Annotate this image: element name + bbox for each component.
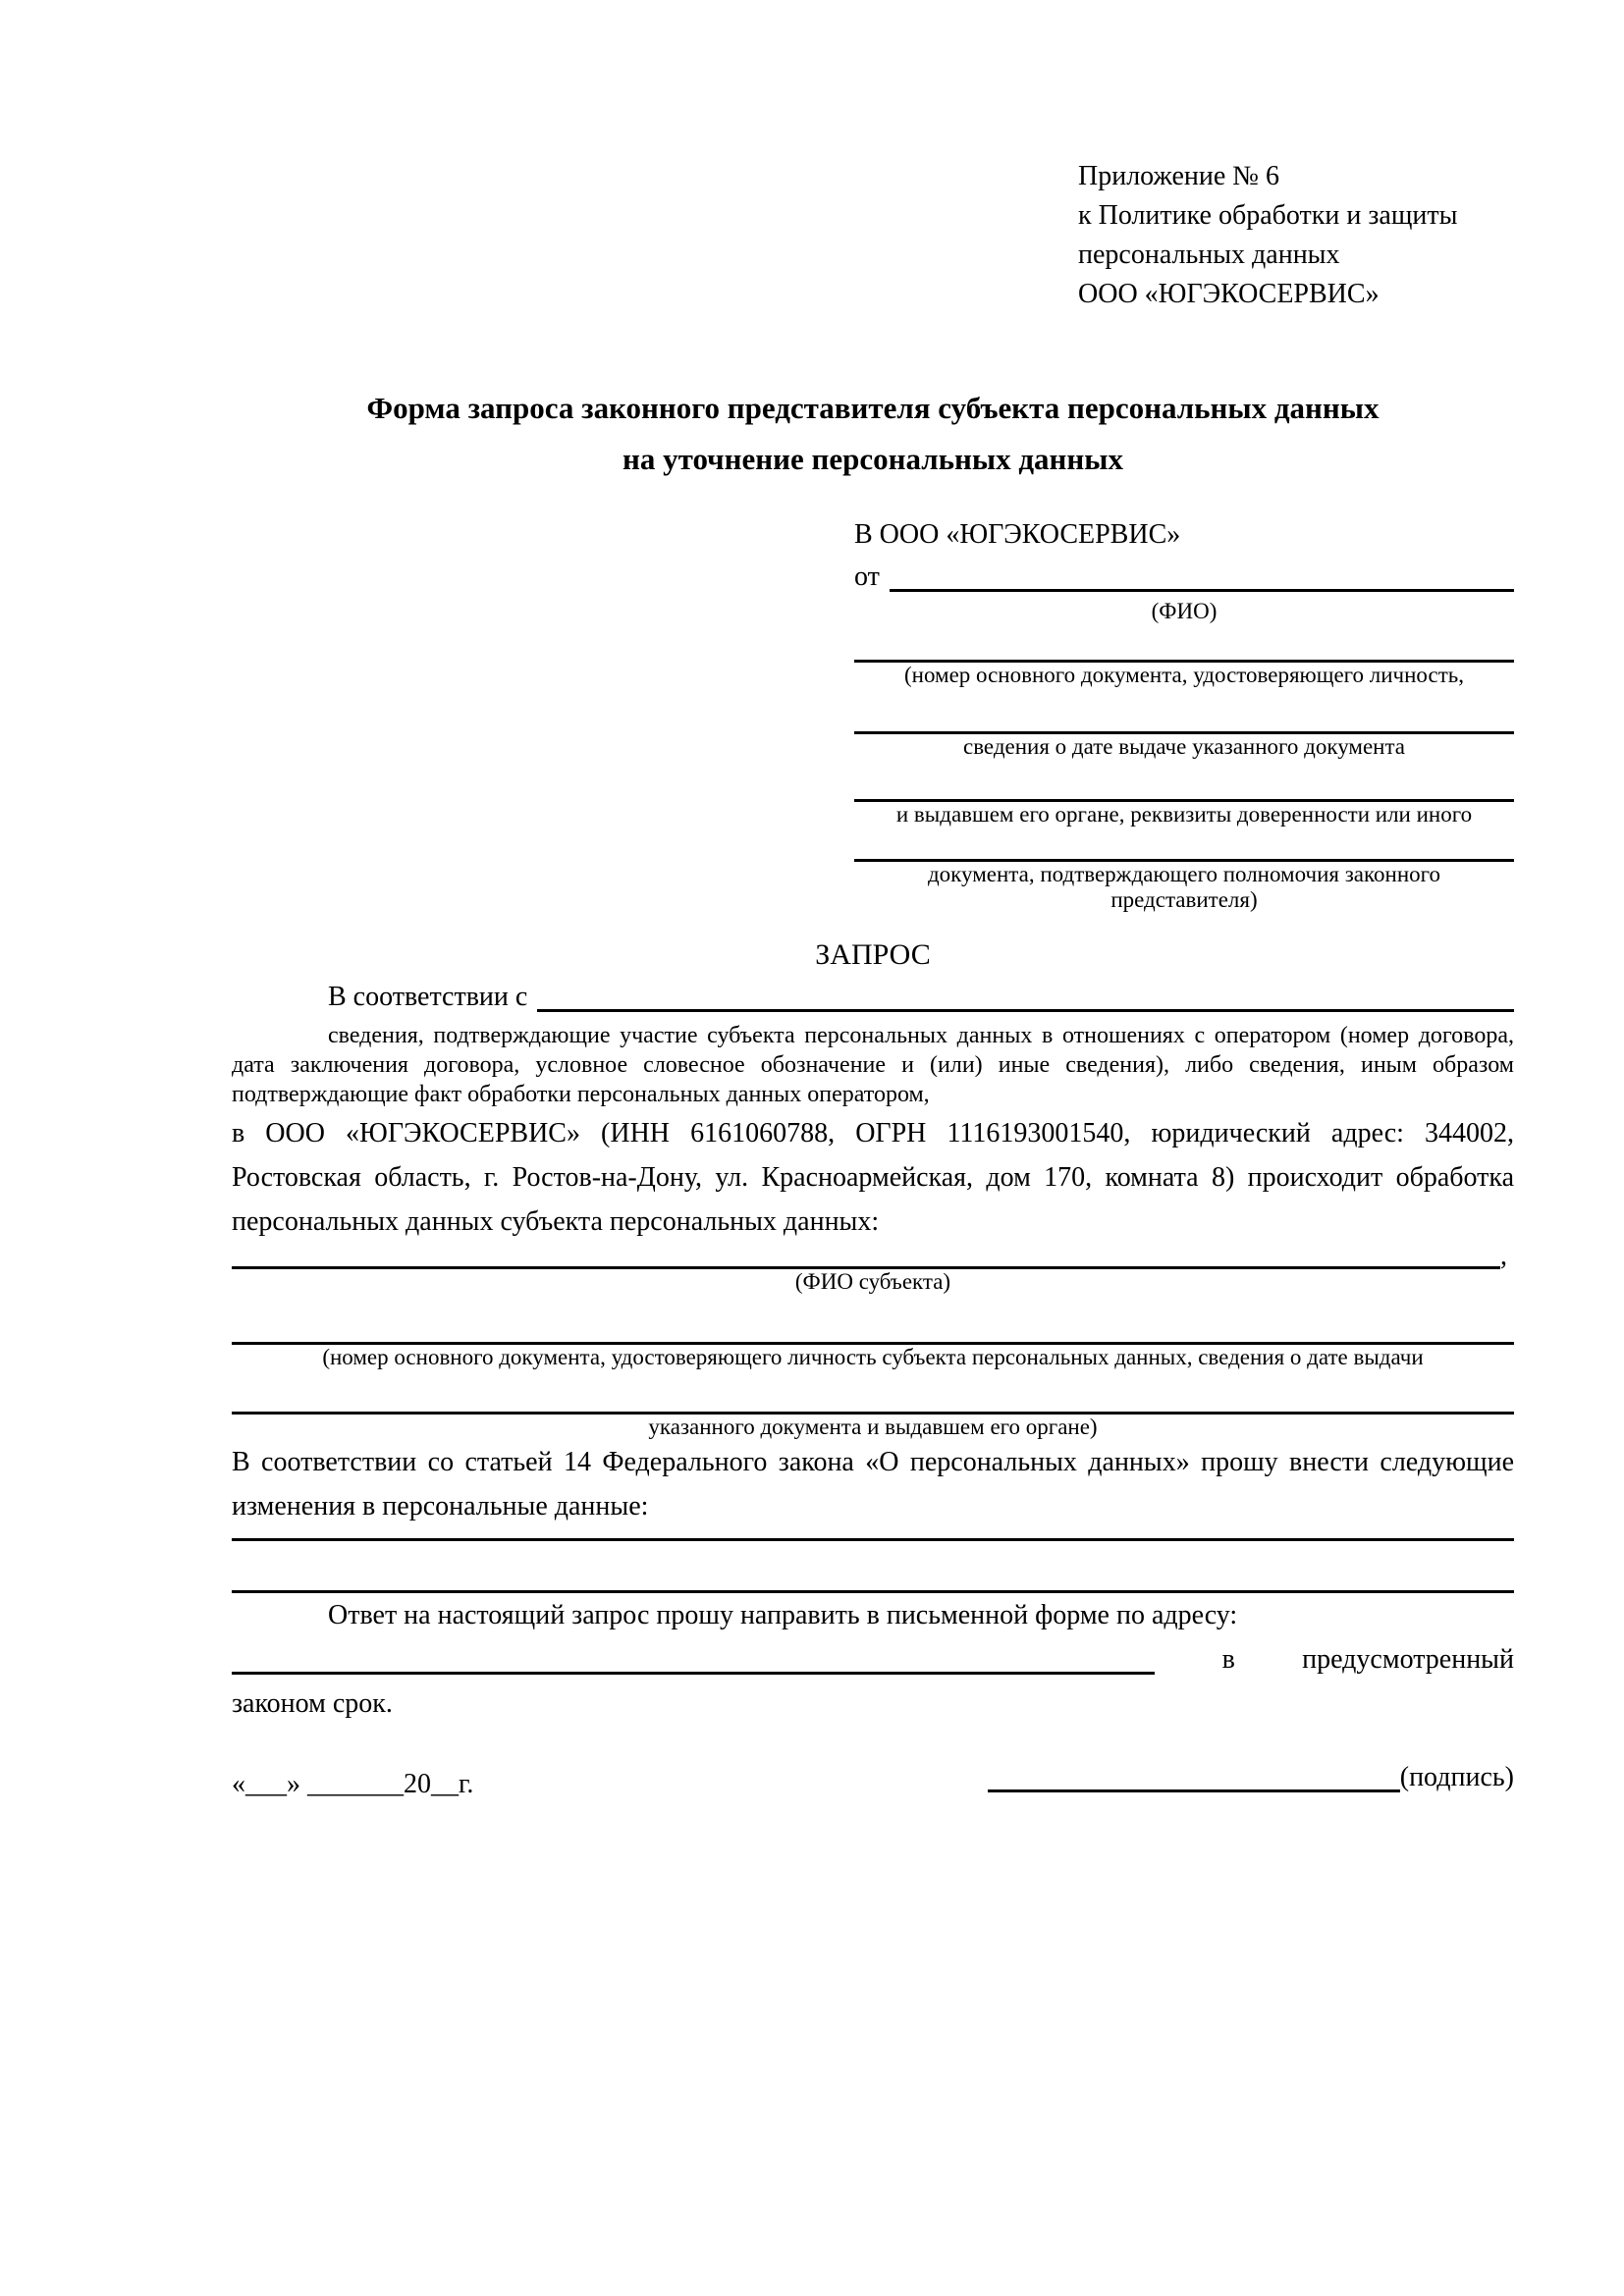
from-row	[854, 556, 1514, 599]
doc-power-caption: документа, подтверждающего полномочия законного представителя)	[927, 862, 1440, 912]
date-field: «___» _______20__г.	[232, 1769, 474, 1799]
annex-note	[1078, 157, 1514, 314]
basis-note: сведения, подтверждающие участие субъекта персональных данных в отношениях с оператором (номер договора, дата заключения договора, условное словесное обозначение и (или) иные сведения), либо сведения, иным образом подтверждающие факт обработки персональных данных оператором,	[232, 1023, 1514, 1107]
signature-block	[988, 1755, 1514, 1799]
subject-doc-field-line	[232, 1295, 1514, 1345]
subject-doc-field-line-2	[232, 1370, 1514, 1415]
basis-row	[232, 976, 1514, 1019]
signature-caption: (подпись)	[1399, 1762, 1514, 1792]
address-row	[232, 1637, 1514, 1682]
annex-line: Приложение № 6	[1078, 161, 1279, 191]
from-label: от	[854, 561, 880, 592]
subject-doc-caption-1: (номер основного документа, удостоверяющего личность субъекта персональных данных, сведения о дате выдачи	[322, 1345, 1424, 1369]
answer-tail: законом срок.	[232, 1688, 393, 1719]
basis-prefix: В соответствии с	[328, 982, 528, 1012]
law-paragraph: В соответствии со статьей 14 Федерального закона «О персональных данных» прошу внести следующие изменения в персональные данные:	[232, 1447, 1514, 1522]
subject-doc-caption-2: указанного документа и выдавшем его органе)	[648, 1415, 1098, 1439]
answer-word-v: в	[1221, 1644, 1235, 1675]
doc-number-field-line	[854, 624, 1514, 663]
annex-line: к Политике обработки и защиты	[1078, 200, 1458, 231]
signature-field-line	[988, 1789, 1400, 1792]
doc-issue-date-caption: сведения о дате выдаче указанного документа	[962, 734, 1406, 759]
doc-authority-caption: и выдавшем его органе, реквизиты доверенности или иного	[895, 802, 1473, 827]
subject-fio-field-line	[232, 1244, 1500, 1269]
recipient-block	[854, 514, 1514, 913]
annex-line: персональных данных	[1078, 240, 1340, 270]
answer-paragraph: Ответ на настоящий запрос прошу направить в письменной форме по адресу:	[328, 1600, 1238, 1630]
page-title	[232, 383, 1514, 485]
answer-word-term: предусмотренный	[1302, 1644, 1514, 1675]
fio-caption: (ФИО)	[1151, 599, 1218, 623]
page-title-line: на уточнение персональных данных	[623, 442, 1123, 476]
changes-field-line-2	[232, 1541, 1514, 1593]
fio-field-line	[890, 556, 1514, 592]
operator-paragraph: в ООО «ЮГЭКОСЕРВИС» (ИНН 6161060788, ОГРН 1116193001540, юридический адрес: 344002, Ростовская область, г. Ростов-на-Дону, ул. Красноармейская, дом 170, комната 8) происходит обработка персональных данных субъекта персональных данных:	[232, 1118, 1514, 1237]
subject-fio-caption: (ФИО субъекта)	[794, 1269, 951, 1294]
annex-line: ООО «ЮГЭКОСЕРВИС»	[1078, 279, 1380, 309]
subject-fio-row	[232, 1241, 1514, 1271]
doc-number-caption: (номер основного документа, удостоверяющего личность,	[903, 663, 1464, 687]
doc-issue-date-field-line	[854, 688, 1514, 734]
changes-field-line-1	[232, 1528, 1514, 1541]
doc-authority-field-line	[854, 760, 1514, 802]
page-title-line: Форма запроса законного представителя субъекта персональных данных	[366, 391, 1380, 425]
subject-fio-comma: ,	[1500, 1241, 1507, 1271]
date-signature-row	[232, 1755, 1514, 1806]
recipient-organization: В ООО «ЮГЭКОСЕРВИС»	[854, 519, 1181, 550]
request-heading: ЗАПРОС	[815, 938, 931, 971]
basis-field-line	[537, 976, 1514, 1012]
address-field-line	[232, 1672, 1155, 1675]
doc-power-field-line	[854, 828, 1514, 862]
